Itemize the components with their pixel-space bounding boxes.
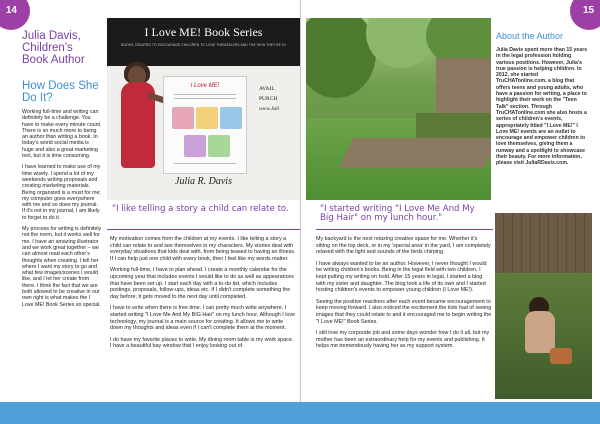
cover-availability: AVAIL PURCH www.Juli xyxy=(259,86,280,112)
sidebar-left xyxy=(22,30,102,308)
about-heading: About the Author xyxy=(496,31,564,41)
stone-path xyxy=(339,138,491,168)
poster-text-line xyxy=(174,98,236,99)
flower-pot xyxy=(550,348,572,364)
poster-title: I Love ME! xyxy=(190,83,220,89)
article-paragraph: Working full-time, I have to plan ahead. I create a monthly calendar for the upcoming year that includes events I would like to do as well as appearances that have been set up. I start each day with a to-do list, which includes postings, proposals, follow-ups, ideas etc. If I didn't complete something the day before, it gets moved to the next day until completed. xyxy=(110,267,294,300)
child-body xyxy=(525,311,555,353)
article-paragraph: My backyard is the next relaxing creative space for me. Whether it's sitting on the top deck, or in my 'special area' in the yard, I am completely relaxed with the light and sounds of the birds chirping. xyxy=(316,236,491,256)
bottom-bar xyxy=(0,402,600,424)
book-poster xyxy=(163,76,247,174)
quote-rule-left xyxy=(107,229,300,230)
article-paragraph: I do have my favorite places to write. My dining room table is my work space. I have a beautiful bay window that I enjoy looking out of. xyxy=(110,336,294,350)
child-gardening-photo xyxy=(495,213,592,399)
article-column-left xyxy=(110,236,296,350)
pull-quote-right: "I started writing "I Love Me And My Big Hair" on my lunch hour." xyxy=(320,204,475,223)
cover-title: I Love ME! Book Series xyxy=(144,25,263,39)
cover-author-signature: Julia R. Davis xyxy=(175,176,232,187)
article-paragraph: I still love my corporate job and some days wonder how I do it all, but my mother has been an extraordinary help for my events and publishing. It helps me tremendously having her as my support system. xyxy=(316,330,490,350)
poster-book-thumb xyxy=(220,107,242,129)
page-divider xyxy=(300,0,301,402)
poster-book-thumb xyxy=(208,135,230,157)
book-cover-image xyxy=(107,18,300,200)
article-column-right xyxy=(316,236,492,350)
poster-text-line xyxy=(174,94,236,95)
sidebar-paragraph: My process for writing is definitely not the norm, but it works well for me. I have an amazing illustrator and we work great together – we can almost read each other's thoughts when creating. I tell her where I want my story to go and what few images/scenes I would like, and I let her create from there. I think the fact that we are both allowed to be creative in our own right is what makes the I Love ME! Book Series so special. xyxy=(22,226,102,308)
page-number-right: 15 xyxy=(570,0,600,30)
cover-subtitle: BOOKS CREATED TO ENCOURAGE CHILDREN TO LOVE THEMSELVES AND THE SKIN THEY'RE IN xyxy=(121,43,286,47)
pull-quote-left: "I like telling a story a child can relate to. xyxy=(112,204,289,214)
poster-text-line xyxy=(174,163,236,164)
sidebar-paragraph: Working full-time and writing can definitely be a challenge. You have to make every minute count. There is so much more to being an author than writing a book. In today's world social media is huge and also a great marketing tool, but it is time consuming. xyxy=(22,109,102,160)
poster-book-thumb xyxy=(184,135,206,157)
poster-book-thumb xyxy=(172,107,194,129)
sidebar-right xyxy=(496,30,588,167)
article-paragraph: I have to write when there is free time. I can pretty much write anywhere. I started writing "I Love Me And My BIG Hair" on my lunch hour. Although I love technology, my journal is a main source for creating. It allows me to write down my thoughts and ideas even if I can't complete them at the moment. xyxy=(110,305,296,332)
quote-rule-right xyxy=(316,229,493,230)
page-number-left: 14 xyxy=(0,0,30,30)
about-bio: Julia Davis spent more than 15 years in the legal profession holding various positions. However, Julia's true passion is helping children. In 2012, she started TruCHATonline.com, a blog that offers teens and young adults, who have a passion for writing, a place to highlight their work on the "Teen Talk" section. Through TruCHATonline.com she also hosts a series of children's events, appropriately titled "I Love ME!" I Love ME! events are an outlet to encourage and empower children to love themselves, giving them a runway and a spotlight to showcase their beauty. For more information, please visit JuliaRDavis.com. xyxy=(496,47,588,167)
author-title: Julia Davis, Children's Book Author xyxy=(22,30,85,66)
backyard-photo xyxy=(306,18,491,200)
poster-book-thumb xyxy=(196,107,218,129)
article-paragraph: My motivation comes from the children at my events. I like telling a story a child can relate to and see themselves in my characters. My stories deal with everyday situations that kids deal with, from being teased to having an illness. If I can help just one child with every book, then I feel like my words matter. xyxy=(110,236,296,262)
how-heading: How Does She Do It? xyxy=(22,80,99,104)
sidebar-paragraph: I have learned to make use of my time wisely. I spend a lot of my weekends writing proposals and creating marketing materials. Being organized is a must for me; my computer goes everywhere with me and so does my journal. If it's not in my journal, I am likely to forget to do it. xyxy=(22,164,101,221)
article-paragraph: Seeing the positive reactions after each event became encouragement to keep moving forward. I also noticed the excitement the kids had of seeing images that they could relate to and it encouraged me to begin writing the "I Love ME!" Book Series. xyxy=(316,298,492,325)
article-paragraph: I have always wanted to be an author. However, I never thought I would be writing children's books. Being in the legal field with two children, I kept putting my writing on hold. After 15 years in legal, I started a blog with my sister and daughter. The blog took a life of its own and I started hosting children's events to empower young children (I Love ME!). xyxy=(316,260,487,294)
